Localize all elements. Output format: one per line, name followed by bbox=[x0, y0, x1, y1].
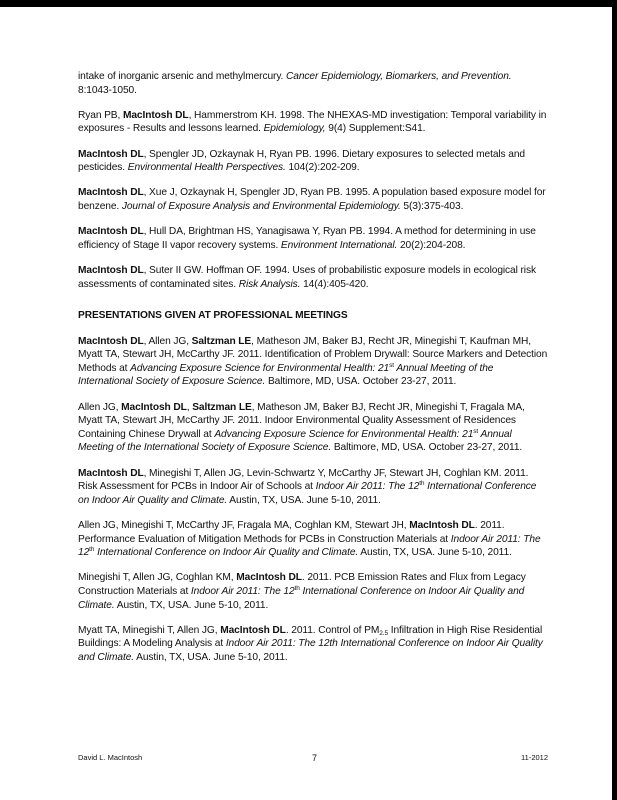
ordinal-suffix: st bbox=[389, 361, 394, 369]
section-heading: PRESENTATIONS GIVEN AT PROFESSIONAL MEETINGS bbox=[78, 310, 348, 322]
presentation-entry bbox=[78, 467, 548, 508]
entry-location: Austin, TX, USA. June 5-10, 2011. bbox=[358, 547, 512, 559]
author-highlight: MacIntosh DL bbox=[122, 109, 189, 121]
entry-text: Allen JG, bbox=[78, 401, 122, 413]
author-highlight: MacIntosh DL bbox=[220, 624, 286, 636]
page-body bbox=[78, 70, 548, 676]
entry-text: , Allen JG, bbox=[143, 335, 192, 347]
entry-text: , Xue J, Ozkaynak H, Spengler JD, Ryan PB. 1995. A population based exposure model for benzene. bbox=[78, 187, 546, 212]
entry-text: , Minegishi T, Allen JG, Levin-Schwartz Y, McCarthy JF, Stewart JH, Coghlan KM. 2011. Risk Assessment for PCBs in Indoor Air of Schools at bbox=[78, 467, 529, 493]
journal-title: Risk Analysis. bbox=[238, 278, 301, 290]
journal-title: Cancer Epidemiology, Biomarkers, and Prevention. bbox=[286, 71, 512, 82]
conference-title: Indoor Air 2011: The 12th International Conference on Indoor Air Quality and Climate. bbox=[78, 638, 543, 663]
entry-text: , bbox=[186, 401, 193, 413]
conference-title: Annual Meeting of the International Society of Exposure Science. bbox=[78, 362, 494, 388]
publication-entry bbox=[78, 186, 548, 213]
entry-location: Austin, TX, USA. June 5-10, 2011. bbox=[227, 494, 381, 506]
publication-entry bbox=[78, 225, 548, 252]
journal-title: Environmental Health Perspectives. bbox=[127, 162, 286, 174]
ordinal-suffix: th bbox=[294, 584, 300, 592]
entry-citation: 9(4) Supplement:S41. bbox=[325, 123, 426, 135]
entry-location: Austin, TX, USA. June 5-10, 2011. bbox=[114, 599, 269, 611]
entry-text: , Matheson JM, Baker BJ, Recht JR, Minegishi T, Fragala MA, Myatt TA, Stewart JH, McCarthy JF. 2011. Indoor Environmental Quality Assessment of Residences Containing Chinese Drywall at bbox=[78, 401, 525, 440]
conference-title: Indoor Air 2011: The 12 bbox=[190, 585, 295, 597]
author-highlight: MacIntosh DL bbox=[236, 572, 302, 584]
footer-author: David L. MacIntosh bbox=[78, 753, 143, 762]
page-footer bbox=[78, 752, 548, 764]
conference-title: Advancing Exposure Science for Environmental Health: 21 bbox=[130, 362, 390, 374]
publication-entry bbox=[78, 70, 548, 97]
publication-entry bbox=[78, 109, 548, 136]
entry-citation: 14(4):405-420. bbox=[300, 278, 369, 290]
author-highlight: MacIntosh DL bbox=[78, 226, 144, 238]
entry-text: , Hammerstrom KH. 1998. The NHEXAS-MD investigation: Temporal variability in exposures - Results and lessons learned. bbox=[78, 109, 547, 135]
journal-title: Environment International. bbox=[280, 239, 398, 251]
journal-title: Journal of Exposure Analysis and Environmental Epidemiology. bbox=[121, 200, 401, 212]
entry-text: . 2011. Performance Evaluation of Mitigation Methods for PCBs in Construction Materials at bbox=[78, 520, 505, 545]
entry-text: , Hull DA, Brightman HS, Yanagisawa Y, Ryan PB. 1994. A method for determining in use efficiency of Stage II vapor recovery systems. bbox=[78, 226, 536, 251]
footer-date: 11-2012 bbox=[521, 753, 548, 762]
author-highlight: Saltzman LE bbox=[191, 335, 252, 347]
conference-title: Advancing Exposure Science for Environmental Health: 21 bbox=[214, 428, 474, 440]
author-highlight: MacIntosh DL bbox=[121, 401, 187, 413]
presentation-entry bbox=[78, 401, 548, 455]
publication-entry bbox=[78, 264, 548, 291]
conference-title: Annual Meeting of the International Society of Exposure Science. bbox=[78, 428, 512, 454]
author-highlight: MacIntosh DL bbox=[78, 187, 144, 199]
entry-text: . 2011. Control of PM bbox=[285, 624, 380, 636]
conference-title: International Conference on Indoor Air Quality and Climate. bbox=[78, 481, 537, 506]
conference-title: International Conference on Indoor Air Quality and Climate. bbox=[94, 547, 359, 559]
ordinal-suffix: st bbox=[473, 427, 479, 435]
entry-citation: 8:1043-1050. bbox=[78, 84, 137, 96]
conference-title: Indoor Air 2011: The 12 bbox=[78, 533, 541, 559]
entry-location: Baltimore, MD, USA. October 23-27, 2011. bbox=[265, 376, 457, 388]
subscript: 2.5 bbox=[379, 629, 388, 637]
entry-text: Ryan PB, bbox=[78, 109, 123, 121]
entry-text: Minegishi T, Allen JG, Coghlan KM, bbox=[78, 572, 237, 584]
publication-entry bbox=[78, 148, 548, 175]
conference-title: International Conference on Indoor Air Quality and Climate. bbox=[78, 585, 525, 611]
author-highlight: MacIntosh DL bbox=[78, 148, 144, 160]
entry-text: Infiltration in High Rise Residential Buildings: A Modeling Analysis at bbox=[78, 624, 543, 650]
entry-text: . 2011. PCB Emission Rates and Flux from Legacy Construction Materials at bbox=[78, 572, 526, 597]
author-highlight: MacIntosh DL bbox=[78, 335, 144, 347]
scan-border-top bbox=[0, 0, 617, 7]
presentation-entry bbox=[78, 519, 548, 560]
conference-title: Indoor Air 2011: The 12 bbox=[315, 481, 420, 493]
entry-text: intake of inorganic arsenic and methylmercury. bbox=[78, 71, 287, 82]
author-highlight: MacIntosh DL bbox=[409, 520, 475, 531]
entry-text: Allen JG, Minegishi T, McCarthy JF, Fragala MA, Coghlan KM, Stewart JH, bbox=[78, 520, 410, 531]
author-highlight: MacIntosh DL bbox=[78, 264, 144, 276]
journal-title: Epidemiology, bbox=[263, 123, 326, 135]
author-highlight: Saltzman LE bbox=[192, 401, 252, 413]
presentation-entry bbox=[78, 571, 548, 612]
entry-location: Austin, TX, USA. June 5-10, 2011. bbox=[134, 651, 288, 663]
entry-text: , Spengler JD, Ozkaynak H, Ryan PB. 1996. Dietary exposures to selected metals and pesticides. bbox=[78, 148, 525, 174]
entry-citation: 20(2):204-208. bbox=[397, 239, 466, 251]
entry-text: , Matheson JM, Baker BJ, Recht JR, Minegishi T, Kaufman MH, Myatt TA, Stewart JH, McCarthy JF. 2011. Identification of Problem Drywall: Source Markers and Detection Methods at bbox=[78, 335, 548, 374]
entry-citation: 104(2):202-209. bbox=[285, 162, 360, 174]
entry-text: , Suter II GW. Hoffman OF. 1994. Uses of probabilistic exposure models in ecological risk assessments of contaminated sites. bbox=[78, 264, 536, 290]
entry-citation: 5(3):375-403. bbox=[400, 200, 464, 212]
scan-border-right bbox=[612, 0, 617, 800]
ordinal-suffix: th bbox=[419, 480, 425, 488]
entry-text: Myatt TA, Minegishi T, Allen JG, bbox=[78, 624, 221, 636]
ordinal-suffix: th bbox=[89, 546, 95, 554]
page-number: 7 bbox=[312, 753, 318, 763]
presentation-entry bbox=[78, 335, 548, 389]
author-highlight: MacIntosh DL bbox=[78, 467, 144, 479]
presentation-entry bbox=[78, 624, 548, 665]
entry-location: Baltimore, MD, USA. October 23-27, 2011. bbox=[331, 442, 523, 454]
